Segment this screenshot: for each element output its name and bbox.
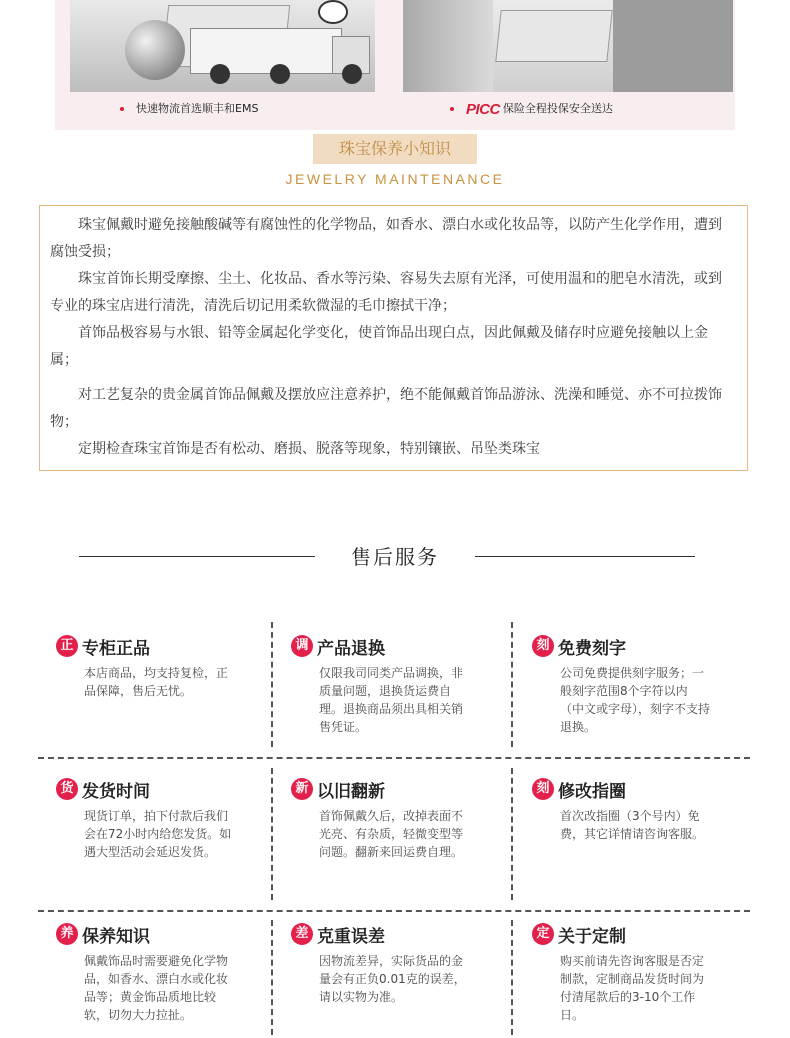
genuine-badge-icon: 正 xyxy=(56,635,78,657)
caption-logistics-text: 快速物流首选顺丰和EMS xyxy=(136,102,259,115)
card-title: 专柜正品 xyxy=(82,638,150,659)
grid-divider xyxy=(38,910,750,912)
card-text: 仅限我司同类产品调换，非质量问题，退换货运费自理。退换商品须出具相关销售凭证。 xyxy=(319,666,464,734)
bullet-icon xyxy=(120,107,124,111)
service-card-weight xyxy=(291,922,481,1006)
globe-image xyxy=(125,20,185,80)
service-card-genuine xyxy=(56,634,246,700)
logistics-photo xyxy=(70,0,375,92)
maintenance-paragraph: 定期检查珠宝首饰是否有松动、磨损、脱落等现象，特别镶嵌、吊坠类珠宝 xyxy=(78,441,540,457)
renew-badge-icon: 新 xyxy=(291,778,313,800)
top-banner xyxy=(55,0,735,130)
card-title: 修改指圈 xyxy=(558,781,626,802)
maintenance-paragraph: 首饰品极容易与水银、铅等金属起化学变化，使首饰品出现白点，因此佩戴及储存时应避免接触以上金属； xyxy=(50,325,708,368)
care-badge-icon: 养 xyxy=(56,923,78,945)
service-card-custom xyxy=(532,922,722,1024)
card-title: 关于定制 xyxy=(558,926,626,947)
grid-divider xyxy=(271,920,273,1035)
service-card-care xyxy=(56,922,246,1024)
ring-resize-badge-icon: 刻 xyxy=(532,778,554,800)
maintenance-box xyxy=(39,205,748,471)
grid-divider xyxy=(511,622,513,747)
card-text: 公司免费提供刻字服务；一般刻字范围8个字符以内（中文或字母），刻字不支持退换。 xyxy=(560,666,711,734)
wheel-icon xyxy=(270,64,290,84)
card-title: 产品退换 xyxy=(317,638,385,659)
card-text: 佩戴饰品时需要避免化学物品，如香水、漂白水或化妆品等；黄金饰品质地比较软，切勿大力拉扯。 xyxy=(84,954,229,1022)
service-card-ring-resize xyxy=(532,777,722,843)
customer-image xyxy=(403,0,493,92)
grid-divider xyxy=(271,768,273,900)
bullet-icon xyxy=(450,107,454,111)
caption-insurance-text: 保险全程投保安全送达 xyxy=(502,102,613,115)
divider-line xyxy=(475,556,695,557)
card-text: 因物流差异，实际货品的金量会有正负0.01克的误差，请以实物为准。 xyxy=(319,954,466,1004)
maintenance-title: 珠宝保养小知识 xyxy=(313,134,477,164)
divider-line xyxy=(79,556,315,557)
card-text: 现货订单，拍下付款后我们会在72小时内给您发货。如遇大型活动会延迟发货。 xyxy=(84,809,232,859)
card-title: 免费刻字 xyxy=(558,638,626,659)
maintenance-paragraph: 珠宝佩戴时避免接触酸碱等有腐蚀性的化学物品，如香水、漂白水或化妆品等，以防产生化学作用，遭到腐蚀受损； xyxy=(50,217,722,260)
shipping-badge-icon: 货 xyxy=(56,778,78,800)
maintenance-subtitle: JEWELRY MAINTENANCE xyxy=(285,171,505,187)
card-text: 本店商品，均支持复检，正品保障，售后无忧。 xyxy=(84,666,229,698)
engraving-badge-icon: 刻 xyxy=(532,635,554,657)
after-sales-title: 售后服务 xyxy=(351,545,439,569)
custom-badge-icon: 定 xyxy=(532,923,554,945)
wheel-icon xyxy=(210,64,230,84)
card-text: 首饰佩戴久后，改掉表面不光亮、有杂质，轻微变型等问题。翻新来回运费自理。 xyxy=(319,809,464,859)
exchange-badge-icon: 调 xyxy=(291,635,313,657)
caption-logistics xyxy=(120,100,258,116)
grid-divider xyxy=(511,768,513,900)
service-card-renew xyxy=(291,777,481,861)
maintenance-paragraph: 对工艺复杂的贵金属首饰品佩戴及摆放应注意养护，绝不能佩戴首饰品游泳、洗澡和睡觉、亦不可拉拨饰物； xyxy=(50,387,722,430)
weight-badge-icon: 差 xyxy=(291,923,313,945)
grid-divider xyxy=(38,757,750,759)
badge-icon xyxy=(318,0,348,24)
caption-insurance xyxy=(450,100,613,118)
card-text: 购买前请先咨询客服是否定制款，定制商品发货时间为付清尾款后的3-10个工作日。 xyxy=(560,954,705,1022)
courier-image xyxy=(613,0,733,92)
package-image xyxy=(495,10,612,62)
wheel-icon xyxy=(342,64,362,84)
maintenance-paragraph: 珠宝首饰长期受摩擦、尘土、化妆品、香水等污染、容易失去原有光泽，可使用温和的肥皂水清洗，或到专业的珠宝店进行清洗，清洗后切记用柔软微湿的毛巾擦拭干净； xyxy=(50,271,722,314)
card-title: 保养知识 xyxy=(82,926,150,947)
service-card-shipping xyxy=(56,777,246,861)
card-title: 以旧翻新 xyxy=(317,781,385,802)
grid-divider xyxy=(511,920,513,1035)
service-card-engraving xyxy=(532,634,722,736)
picc-logo: PICC xyxy=(466,100,500,118)
service-card-exchange xyxy=(291,634,481,736)
card-text: 首次改指圈（3个号内）免费，其它详情请咨询客服。 xyxy=(560,809,705,841)
delivery-photo xyxy=(403,0,733,92)
grid-divider xyxy=(271,622,273,747)
card-title: 克重误差 xyxy=(317,926,385,947)
card-title: 发货时间 xyxy=(82,781,150,802)
